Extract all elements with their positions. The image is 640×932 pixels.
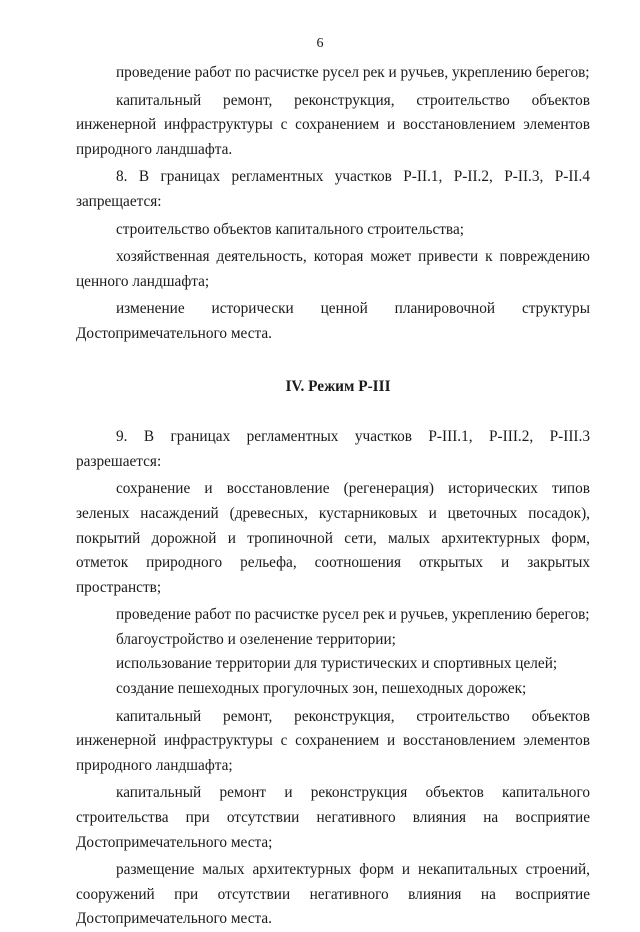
paragraph-river-clearing: проведение работ по расчистке русел рек и ручьев, укреплению берегов;: [116, 64, 590, 81]
paragraph-capital-repair: капитальный ремонт и реконструкция объектов капитального строительства при отсутствии негативного влияния на восприятие Достопримечательного места;: [76, 784, 590, 851]
paragraph-capital-construction: строительство объектов капитального строительства;: [116, 220, 464, 238]
page-number: 6: [316, 36, 324, 51]
paragraph-planning-structure: изменение исторически ценной планировочной структуры Достопримечательного места.: [76, 300, 590, 342]
paragraph-item-9: 9. В границах регламентных участков Р-III.1, Р-III.2, Р-III.3 разрешается:: [76, 428, 590, 470]
paragraph-small-architectural-forms: размещение малых архитектурных форм и некапитальных строений, сооружений при отсутствии негативного влияния на восприятие Достопримечательного места.: [76, 861, 590, 928]
paragraph-item-8: 8. В границах регламентных участков Р-II.1, Р-II.2, Р-II.3, Р-II.4 запрещается:: [76, 168, 590, 210]
document-body: [76, 61, 590, 932]
paragraph-pedestrian-zones: создание пешеходных прогулочных зон, пешеходных дорожек;: [116, 680, 527, 698]
paragraph-landscaping: благоустройство и озеленение территории;: [116, 630, 396, 648]
paragraph-tourism-sports: использование территории для туристических и спортивных целей;: [116, 655, 558, 673]
paragraph-economic-activity: хозяйственная деятельность, которая может привести к повреждению ценного ландшафта;: [76, 248, 590, 290]
paragraph-engineering-infrastructure: капитальный ремонт, реконструкция, строительство объектов инженерной инфраструктуры с сохранением и восстановлением элементов природного ландшафта.: [76, 91, 590, 158]
paragraph-engineering-infrastructure-2: капитальный ремонт, реконструкция, строительство объектов инженерной инфраструктуры с сохранением и восстановлением элементов природного ландшафта;: [76, 707, 590, 774]
paragraph-green-restoration: сохранение и восстановление (регенерация) исторических типов зеленых насаждений (древесных, кустарниковых и цветочных посадок), покрытий дорожной и тропиночной сети, малых архитектурных форм, отметок природного рельефа, соотношения открытых и закрытых пространств;: [76, 480, 590, 596]
section-heading: IV. Режим Р-III: [285, 377, 391, 395]
paragraph-river-clearing-2: проведение работ по расчистке русел рек и ручьев, укреплению берегов;: [116, 606, 590, 624]
